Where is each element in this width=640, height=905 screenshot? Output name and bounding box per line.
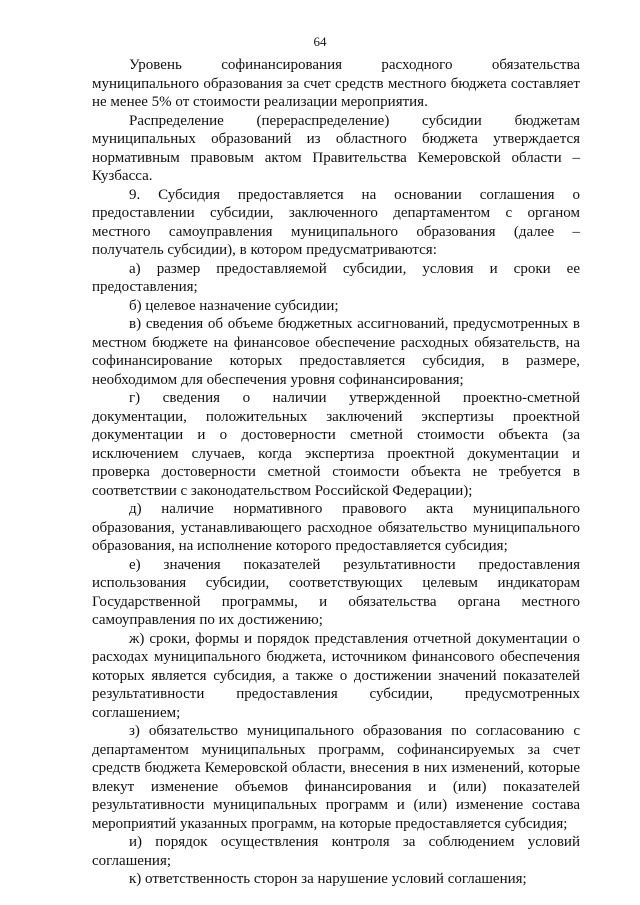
list-item-e: е) значения показателей результативности предоставления использования субсидии, соответствующих целевым индикаторам Государственной программы, и обязательства органа местного самоуправления по их достижению; — [92, 556, 580, 628]
list-item-b: б) целевое назначение субсидии; — [129, 297, 339, 314]
list-item-d: д) наличие нормативного правового акта муниципального образования, устанавливающего расходное обязательство муниципального образования, на исполнение которого предоставляется субсидия; — [92, 501, 580, 554]
paragraph-subsidy-distribution: Распределение (перераспределение) субсидии бюджетам муниципальных образований из областного бюджета утверждается нормативным правовым актом Правительства Кемеровской области – Кузбасса. — [92, 112, 580, 184]
page-number: 64 — [313, 34, 327, 49]
list-item-g: г) сведения о наличии утвержденной проектно-сметной документации, положительных заключений экспертизы проектной документации и о достоверности сметной стоимости объекта (за исключением случаев, когда экспертиза проектной документации и проверка достоверности сметной стоимости объекта не требуется в соответствии с законодательством Российской Федерации); — [92, 390, 580, 499]
list-item-zh: ж) сроки, формы и порядок представления отчетной документации о расходах муниципального бюджета, источником финансового обеспечения которых является субсидия, а также о достижении значений показателей результативности предоставления субсидии, предусмотренных соглашением; — [92, 630, 580, 721]
document-body — [92, 56, 580, 889]
list-item-k: к) ответственность сторон за нарушение условий соглашения; — [129, 871, 527, 887]
list-item-a: а) размер предоставляемой субсидии, условия и сроки ее предоставления; — [92, 260, 580, 295]
paragraph-cofinancing-level: Уровень софинансирования расходного обязательства муниципального образования за счет средств местного бюджета составляет не менее 5% от стоимости реализации мероприятия. — [92, 57, 580, 110]
paragraph-item-9: 9. Субсидия предоставляется на основании соглашения о предоставлении субсидии, заключенного департаментом с органом местного самоуправления муниципального образования (далее – получатель субсидии), в котором предусматриваются: — [92, 186, 580, 258]
list-item-v: в) сведения об объеме бюджетных ассигнований, предусмотренных в местном бюджете на финансовое обеспечение расходных обязательств, на софинансирование которых предоставляется субсидия, в размере, необходимом для обеспечения уровня софинансирования; — [92, 316, 580, 388]
list-item-i: и) порядок осуществления контроля за соблюдением условий соглашения; — [92, 834, 580, 869]
list-item-z: з) обязательство муниципального образования по согласованию с департаментом муниципальных программ, софинансируемых за счет средств бюджета Кемеровской области, внесения в них изменений, которые влекут изменение объемов финансирования и (или) показателей результативности муниципальных программ и (или) изменение состава мероприятий указанных программ, на которые предоставляется субсидия; — [92, 723, 580, 832]
